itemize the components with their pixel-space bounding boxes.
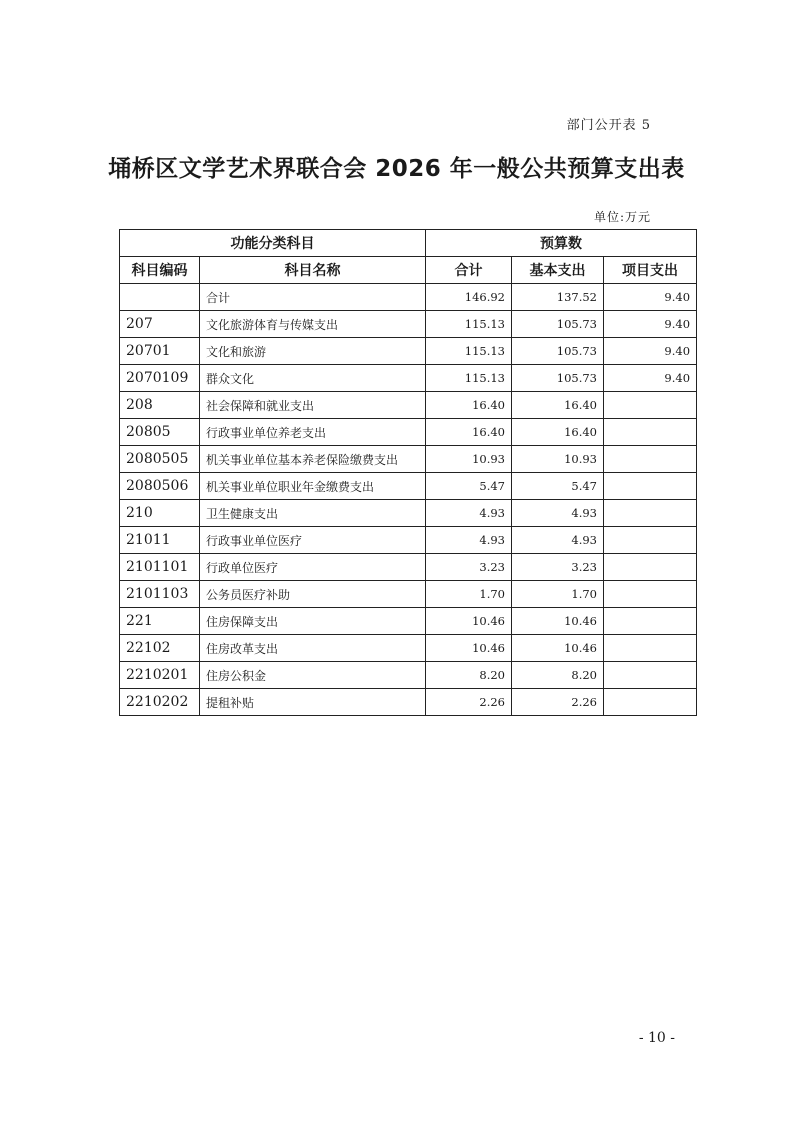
row-code: 208 bbox=[120, 392, 200, 419]
unit-label: 单位:万元 bbox=[593, 210, 651, 224]
row-name: 提租补贴 bbox=[200, 689, 426, 716]
table-row bbox=[120, 284, 697, 311]
row-project: 9.40 bbox=[604, 338, 697, 365]
row-code: 2210201 bbox=[120, 662, 200, 689]
table-row bbox=[120, 662, 697, 689]
row-code: 207 bbox=[120, 311, 200, 338]
table-row bbox=[120, 581, 697, 608]
page-number: - 10 - bbox=[638, 1030, 675, 1046]
row-project bbox=[604, 392, 697, 419]
budget-table bbox=[119, 229, 697, 716]
project-column-header: 项目支出 bbox=[604, 257, 697, 284]
row-name: 群众文化 bbox=[200, 365, 426, 392]
row-project bbox=[604, 500, 697, 527]
row-basic: 105.73 bbox=[512, 311, 604, 338]
row-basic: 105.73 bbox=[512, 365, 604, 392]
row-total: 10.46 bbox=[426, 608, 512, 635]
row-total: 1.70 bbox=[426, 581, 512, 608]
row-project: 9.40 bbox=[604, 365, 697, 392]
row-name: 住房改革支出 bbox=[200, 635, 426, 662]
budget-amount-header: 预算数 bbox=[426, 230, 697, 257]
row-basic: 10.46 bbox=[512, 635, 604, 662]
row-code: 221 bbox=[120, 608, 200, 635]
row-name: 文化和旅游 bbox=[200, 338, 426, 365]
row-basic: 4.93 bbox=[512, 500, 604, 527]
row-project bbox=[604, 635, 697, 662]
table-row bbox=[120, 338, 697, 365]
row-name: 行政单位医疗 bbox=[200, 554, 426, 581]
row-basic: 4.93 bbox=[512, 527, 604, 554]
row-basic: 3.23 bbox=[512, 554, 604, 581]
row-code: 2210202 bbox=[120, 689, 200, 716]
group-header-row bbox=[120, 230, 697, 257]
row-name: 文化旅游体育与传媒支出 bbox=[200, 311, 426, 338]
name-column-header: 科目名称 bbox=[200, 257, 426, 284]
row-basic: 10.46 bbox=[512, 608, 604, 635]
row-code: 2070109 bbox=[120, 365, 200, 392]
row-project bbox=[604, 419, 697, 446]
row-total: 115.13 bbox=[426, 365, 512, 392]
row-code bbox=[120, 284, 200, 311]
row-total: 115.13 bbox=[426, 311, 512, 338]
row-total: 10.46 bbox=[426, 635, 512, 662]
row-code: 2101103 bbox=[120, 581, 200, 608]
row-name: 机关事业单位基本养老保险缴费支出 bbox=[200, 446, 426, 473]
column-header-row bbox=[120, 257, 697, 284]
row-total: 2.26 bbox=[426, 689, 512, 716]
row-name: 公务员医疗补助 bbox=[200, 581, 426, 608]
row-name: 住房公积金 bbox=[200, 662, 426, 689]
row-code: 20805 bbox=[120, 419, 200, 446]
row-basic: 16.40 bbox=[512, 392, 604, 419]
table-row bbox=[120, 311, 697, 338]
total-column-header: 合计 bbox=[426, 257, 512, 284]
row-name: 社会保障和就业支出 bbox=[200, 392, 426, 419]
row-project bbox=[604, 446, 697, 473]
row-project bbox=[604, 581, 697, 608]
table-row bbox=[120, 500, 697, 527]
row-total: 16.40 bbox=[426, 419, 512, 446]
table-row bbox=[120, 635, 697, 662]
row-project bbox=[604, 527, 697, 554]
row-code: 20701 bbox=[120, 338, 200, 365]
table-row bbox=[120, 689, 697, 716]
row-basic: 2.26 bbox=[512, 689, 604, 716]
row-name: 住房保障支出 bbox=[200, 608, 426, 635]
row-code: 22102 bbox=[120, 635, 200, 662]
row-project bbox=[604, 689, 697, 716]
row-basic: 137.52 bbox=[512, 284, 604, 311]
row-project bbox=[604, 554, 697, 581]
row-code: 2080505 bbox=[120, 446, 200, 473]
row-name: 行政事业单位养老支出 bbox=[200, 419, 426, 446]
row-total: 3.23 bbox=[426, 554, 512, 581]
row-code: 210 bbox=[120, 500, 200, 527]
row-name: 机关事业单位职业年金缴费支出 bbox=[200, 473, 426, 500]
table-row bbox=[120, 419, 697, 446]
function-category-header: 功能分类科目 bbox=[120, 230, 426, 257]
row-basic: 16.40 bbox=[512, 419, 604, 446]
table-row bbox=[120, 365, 697, 392]
table-row bbox=[120, 527, 697, 554]
table-row bbox=[120, 446, 697, 473]
row-basic: 5.47 bbox=[512, 473, 604, 500]
code-column-header: 科目编码 bbox=[120, 257, 200, 284]
row-total: 4.93 bbox=[426, 527, 512, 554]
row-basic: 1.70 bbox=[512, 581, 604, 608]
row-total: 8.20 bbox=[426, 662, 512, 689]
page-title: 埇桥区文学艺术界联合会 2026 年一般公共预算支出表 bbox=[108, 156, 685, 182]
row-code: 21011 bbox=[120, 527, 200, 554]
row-name: 行政事业单位医疗 bbox=[200, 527, 426, 554]
row-code: 2101101 bbox=[120, 554, 200, 581]
row-basic: 8.20 bbox=[512, 662, 604, 689]
row-basic: 105.73 bbox=[512, 338, 604, 365]
table-body bbox=[120, 284, 697, 716]
row-total: 146.92 bbox=[426, 284, 512, 311]
row-project bbox=[604, 608, 697, 635]
table-row bbox=[120, 554, 697, 581]
table-row bbox=[120, 608, 697, 635]
row-project bbox=[604, 473, 697, 500]
row-name: 合计 bbox=[200, 284, 426, 311]
row-code: 2080506 bbox=[120, 473, 200, 500]
row-project bbox=[604, 662, 697, 689]
row-total: 10.93 bbox=[426, 446, 512, 473]
table-row bbox=[120, 392, 697, 419]
basic-column-header: 基本支出 bbox=[512, 257, 604, 284]
table-row bbox=[120, 473, 697, 500]
row-total: 5.47 bbox=[426, 473, 512, 500]
row-project: 9.40 bbox=[604, 284, 697, 311]
row-name: 卫生健康支出 bbox=[200, 500, 426, 527]
row-total: 16.40 bbox=[426, 392, 512, 419]
document-label: 部门公开表 5 bbox=[566, 118, 651, 133]
row-total: 4.93 bbox=[426, 500, 512, 527]
row-total: 115.13 bbox=[426, 338, 512, 365]
row-project: 9.40 bbox=[604, 311, 697, 338]
row-basic: 10.93 bbox=[512, 446, 604, 473]
